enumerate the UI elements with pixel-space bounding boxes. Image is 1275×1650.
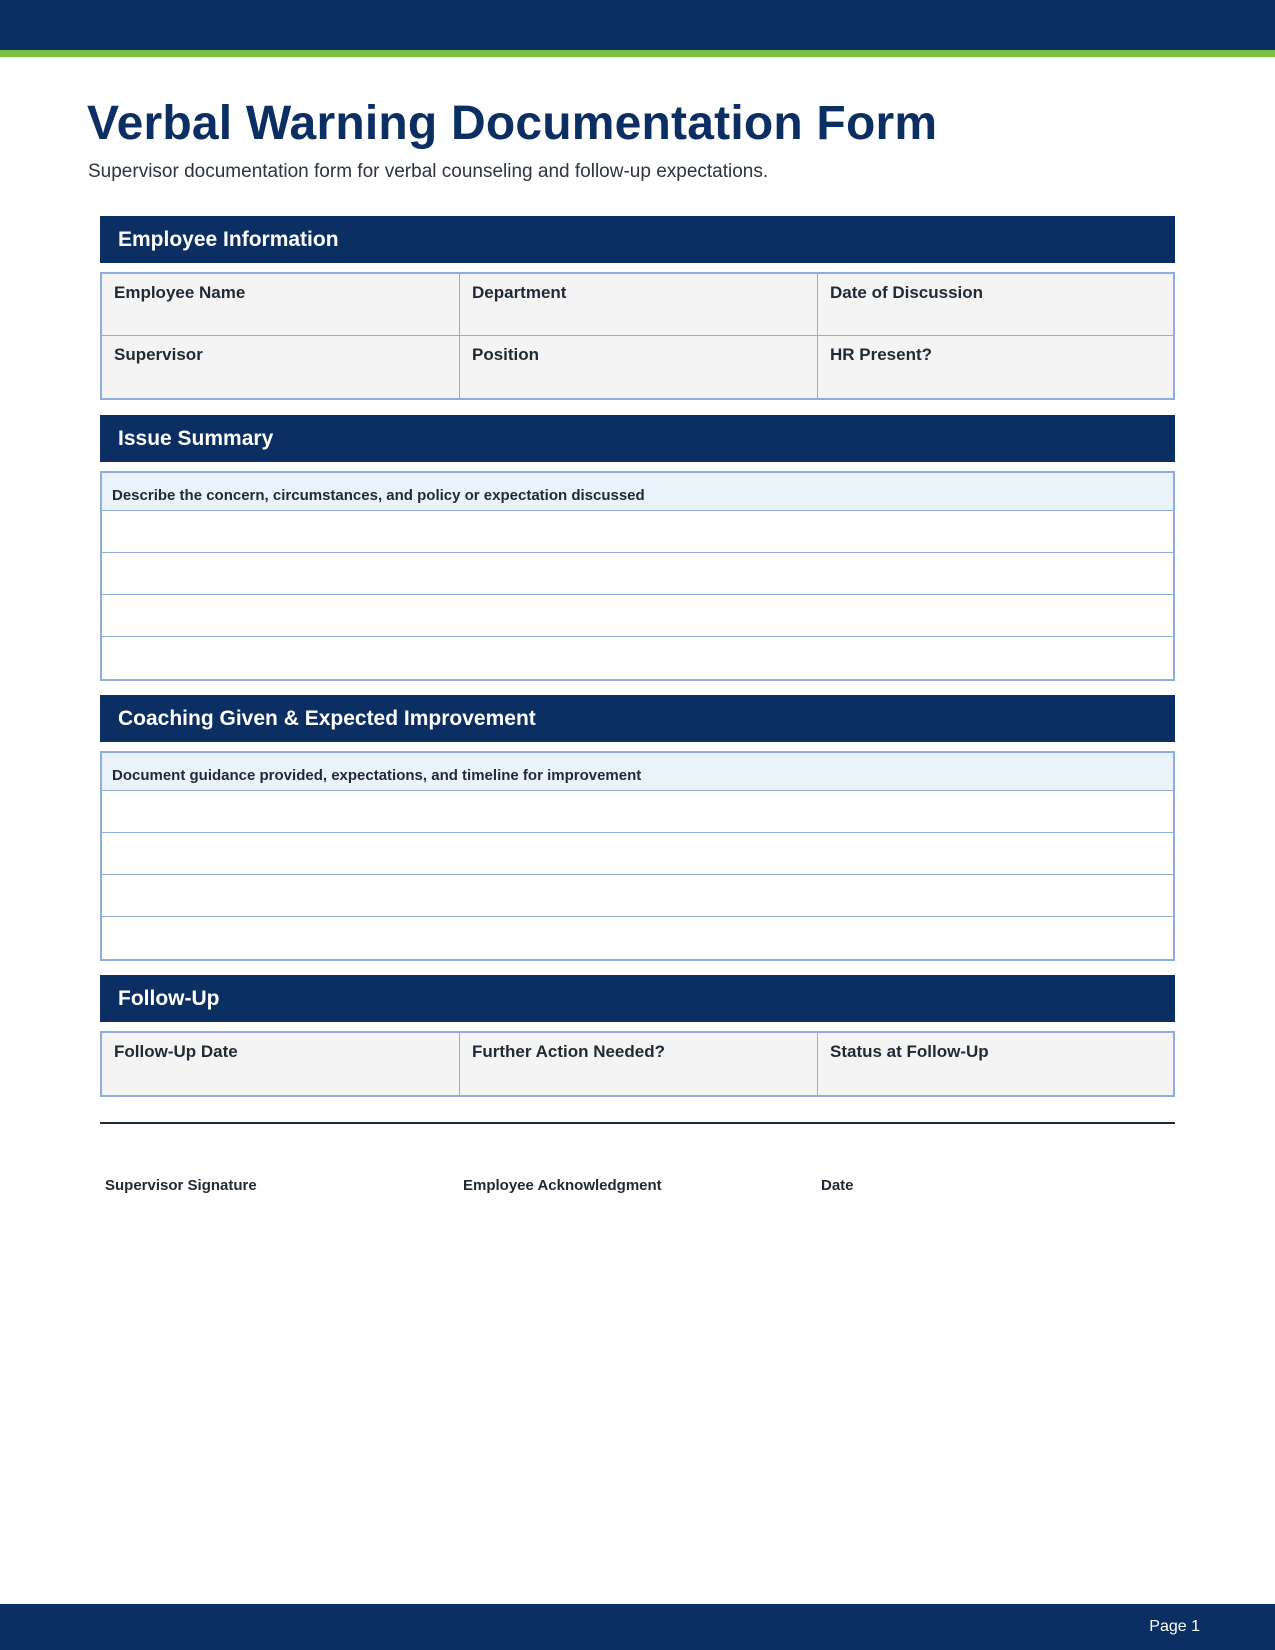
coaching-box [100, 751, 1175, 961]
field-date-of-discussion[interactable]: Date of Discussion [818, 274, 1173, 336]
section-header-coaching: Coaching Given & Expected Improvement [100, 695, 1175, 742]
signature-rule [100, 1122, 1175, 1124]
coaching-prompt: Document guidance provided, expectations, and timeline for improvement [102, 753, 1173, 791]
section-header-issue-summary: Issue Summary [100, 415, 1175, 462]
follow-up-grid [100, 1031, 1175, 1097]
field-hr-present[interactable]: HR Present? [818, 336, 1173, 398]
issue-summary-line[interactable] [102, 511, 1173, 553]
employee-information-grid [100, 272, 1175, 400]
field-department[interactable]: Department [460, 274, 818, 336]
top-accent-stripe [0, 50, 1275, 57]
field-supervisor[interactable]: Supervisor [102, 336, 460, 398]
field-employee-name[interactable]: Employee Name [102, 274, 460, 336]
coaching-line[interactable] [102, 791, 1173, 833]
issue-summary-prompt: Describe the concern, circumstances, and policy or expectation discussed [102, 473, 1173, 511]
issue-summary-line[interactable] [102, 595, 1173, 637]
footer-banner [0, 1604, 1275, 1650]
issue-summary-line[interactable] [102, 553, 1173, 595]
signature-date-label: Date [821, 1177, 854, 1194]
employee-acknowledgment-label: Employee Acknowledgment [463, 1177, 662, 1194]
issue-summary-box [100, 471, 1175, 681]
page-number: Page 1 [1149, 1618, 1200, 1635]
top-banner [0, 0, 1275, 50]
coaching-line[interactable] [102, 833, 1173, 875]
page-subtitle: Supervisor documentation form for verbal counseling and follow-up expectations. [88, 161, 769, 182]
field-follow-up-date[interactable]: Follow-Up Date [102, 1033, 460, 1095]
page-title: Verbal Warning Documentation Form [87, 97, 938, 150]
field-status-at-follow-up[interactable]: Status at Follow-Up [818, 1033, 1173, 1095]
section-header-employee-information: Employee Information [100, 216, 1175, 263]
field-further-action-needed[interactable]: Further Action Needed? [460, 1033, 818, 1095]
field-position[interactable]: Position [460, 336, 818, 398]
section-header-follow-up: Follow-Up [100, 975, 1175, 1022]
coaching-line[interactable] [102, 875, 1173, 917]
coaching-line[interactable] [102, 917, 1173, 959]
issue-summary-line[interactable] [102, 637, 1173, 679]
supervisor-signature-label: Supervisor Signature [105, 1177, 257, 1194]
